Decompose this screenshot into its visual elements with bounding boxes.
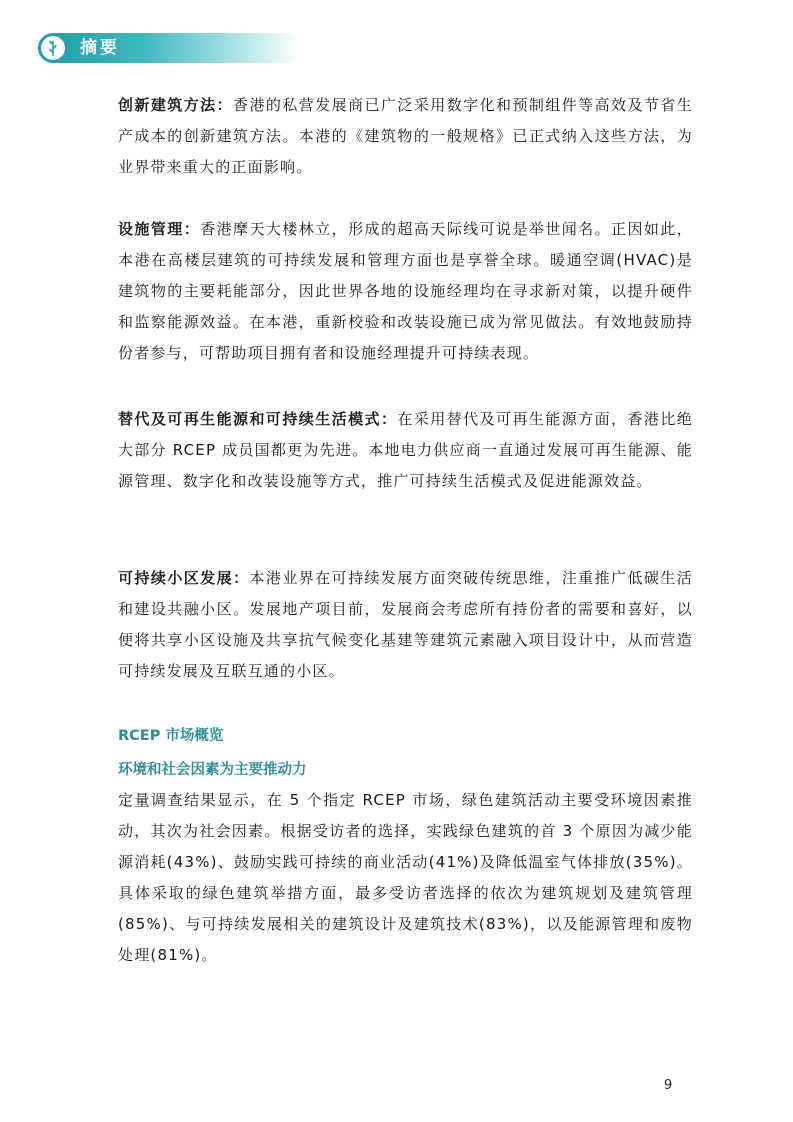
section-title: 摘要 bbox=[80, 38, 120, 58]
paragraph-body: 本港业界在可持续发展方面突破传统思维，注重推广低碳生活和建设共融小区。发展地产项目前，发展商会考虑所有持份者的需要和喜好，以便将共享小区设施及共享抗气候变化基建等建筑元素融入项目设计中，从而营造可持续发展及互联互通的小区。 bbox=[118, 569, 693, 680]
paragraph-body: 香港摩天大楼林立，形成的超高天际线可说是举世闻名。正因如此，本港在高楼层建筑的可持续发展和管理方面也是享誉全球。暖通空调(HVAC)是建筑物的主要耗能部分，因此世界各地的设施经理均在寻求新对策，以提升硬件和监察能源效益。在本港，重新校验和改装设施已成为常见做法。有效地鼓励持份者参与，可帮助项目拥有者和设施经理提升可持续表现。 bbox=[118, 220, 693, 362]
market-section-subtitle: 环境和社会因素为主要推动力 bbox=[118, 762, 307, 778]
paragraph-sustainable-community bbox=[118, 563, 693, 687]
page-number: 9 bbox=[664, 1078, 673, 1093]
paragraph-heading: 替代及可再生能源和可持续生活模式： bbox=[118, 410, 398, 428]
paragraph-heading: 可持续小区发展： bbox=[118, 569, 250, 587]
paragraph-heading: 创新建筑方法： bbox=[118, 96, 234, 114]
paragraph-renewable-energy bbox=[118, 404, 693, 497]
market-section-body: 定量调查结果显示，在 5 个指定 RCEP 市场，绿色建筑活动主要受环境因素推动，其次为社会因素。根据受访者的选择，实践绿色建筑的首 3 个原因为减少能源消耗(43%)、鼓励实践可持续的商业活动(41%)及降低温室气体排放(35%)。具体采取的绿色建筑举措方面，最多受访者选择的依次为建筑规划及建筑管理(85%)、与可持续发展相关的建筑设计及建筑技术(83%)，以及能源管理和废物处理(81%)。 bbox=[118, 791, 693, 964]
paragraph-facility-management bbox=[118, 214, 693, 369]
market-section-title: RCEP 市场概览 bbox=[118, 728, 224, 744]
leaf-sprout-icon bbox=[41, 36, 65, 60]
paragraph-heading: 设施管理： bbox=[118, 220, 201, 238]
paragraph-body: 香港的私营发展商已广泛采用数字化和预制组件等高效及节省生产成本的创新建筑方法。本港的《建筑物的一般规格》已正式纳入这些方法，为业界带来重大的正面影响。 bbox=[118, 96, 693, 176]
section-header-bar bbox=[38, 33, 300, 63]
paragraph-body: 在采用替代及可再生能源方面，香港比绝大部分 RCEP 成员国都更为先进。本地电力供应商一直通过发展可再生能源、能源管理、数字化和改装设施等方式，推广可持续生活模式及促进能源效益。 bbox=[118, 410, 694, 490]
paragraph-innovative-construction bbox=[118, 90, 693, 183]
